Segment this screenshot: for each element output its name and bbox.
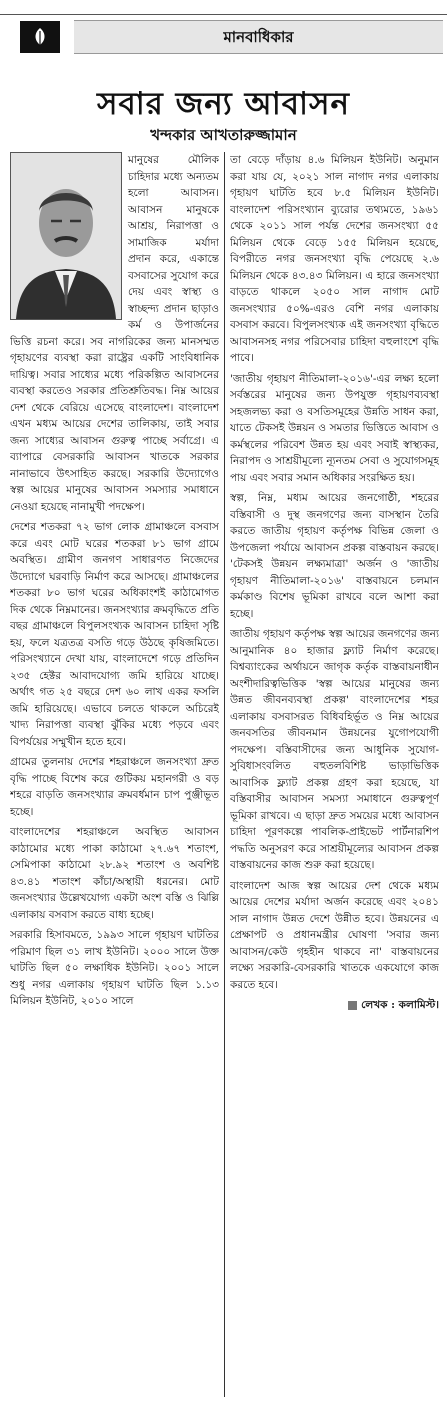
paragraph: বাংলাদেশের শহরাঞ্চলে অবস্থিত আবাসন কাঠামোর মধ্যে পাকা কাঠামো ২৭.৬৭ শতাংশ, সেমিপাকা কাঠামো ২৮.৯২ শতাংশ ও অবশিষ্ট ৪৩.৪১ শতাংশ কাঁচা/অস্থায়ী ধরনের। মোট জনসংখ্যার উল্লেখযোগ্য একটা অংশ বস্তি ও ঝিল্লি এলাকায় বসবাস করতে বাধ্য হচ্ছে। bbox=[10, 826, 219, 921]
author-byline: খন্দকার আখতারুজ্জামান bbox=[150, 126, 297, 144]
author-note bbox=[230, 997, 439, 1014]
paragraph: দেশের শতকরা ৭২ ভাগ লোক গ্রামাঞ্চলে বসবাস করে এবং মোট ঘরের শতকরা ৮১ ভাগ গ্রামে অবস্থিত। গ্রামীণ জনগণ সাধারণত নিজেদের উদ্যোগে ঘরবাড়ি নির্মাণ করে আসছে। গ্রামাঞ্চলের শতকরা ৮০ ভাগ ঘরের অধিকাংশই কাঠামোগত দিক থেকে নিম্নমানের। জনসংখ্যার ক্রমবৃদ্ধিতে প্রতি বছর গ্রামাঞ্চলে বিপুলসংখ্যক আবাসন চাহিদা সৃষ্টি হয়, ফলে যত্রতত্র বসতি গড়ে উঠছে কৃষিজমিতে। পরিসংখ্যানে দেখা যায়, বাংলাদেশে গড়ে প্রতিদিন ২৩৫ হেক্টর আবাদযোগ্য জমি হারিয়ে যাচ্ছে। অর্থাৎ গত ২৫ বছরে দেশ ৬০ লাখ একর ফসলি জমি হারিয়েছে। এভাবে চলতে থাকলে অচিরেই খাদ্য নিরাপত্তা ব্যবস্থা ঝুঁকির মধ্যে পড়বে এবং বিপর্যয়ের সম্মুখীন হতে হবে। bbox=[10, 521, 219, 748]
column-divider bbox=[224, 152, 225, 1397]
leaf-logo-icon bbox=[20, 21, 60, 53]
paragraph: জাতীয় গৃহায়ণ কর্তৃপক্ষ স্বল্প আয়ের জনগণের জন্য আনুমানিক ৪০ হাজার ফ্ল্যাট নির্মাণ করেছে। বিশ্বব্যাংকের অর্থায়নে জাগৃক কর্তৃক বাস্তবায়নাধীন অংশীদারিত্বভিত্তিক 'স্বল্প আয়ের মানুষের জন্য উন্নত জীবনব্যবস্থা প্রকল্প' বাংলাদেশের শহর এলাকায় বসবাসরত বিধিবহির্ভূত ও নিম্ন আয়ের জনবসতির জীবনমান উন্নয়নের যুগোপযোগী পদক্ষেপ। বস্তিবাসীদের জন্য আধুনিক সুযোগ-সুবিধাসংবলিত বহুতলবিশিষ্ট ভাড়াভিত্তিক আবাসিক ফ্ল্যাট প্রকল্প গ্রহণ করা হয়েছে, যা বস্তিবাসীর আবাসন সমস্যা সমাধানে গুরুত্বপূর্ণ ভূমিকা রাখবে। এ ছাড়া দ্রুত সময়ের মধ্যে আবাসন চাহিদা পূরণকল্পে পাবলিক-প্রাইভেট পার্টনারশিপ পদ্ধতি অনুসরণ করে সাশ্রয়ীমূল্যের আবাসন প্রকল্প বাস্তবায়নের কাজ শুরু করা হয়েছে। bbox=[230, 628, 439, 871]
top-cut-edge bbox=[0, 0, 447, 15]
column-right bbox=[230, 152, 439, 1397]
paragraph: তা বেড়ে দাঁড়ায় ৪.৬ মিলিয়ন ইউনিট। অনুমান করা যায় যে, ২০২১ সাল নাগাদ নগর এলাকায় গৃহায়ণ ঘাটতি হবে ৮.৫ মিলিয়ন ইউনিট। বাংলাদেশ পরিসংখ্যান ব্যুরোর তথ্যমতে, ১৯৬১ থেকে ২০১১ সাল পর্যন্ত দেশের জনসংখ্যা ৫৫ মিলিয়ন থেকে বেড়ে ১৫৫ মিলিয়ন হয়েছে, বিপরীতে নগর জনসংখ্যা বৃদ্ধি পেয়েছে ২.৬ মিলিয়ন থেকে ৪৩.৪৩ মিলিয়ন। এ হারে জনসংখ্যা বাড়তে থাকলে ২০৫০ সাল নাগাদ মোট জনসংখ্যার ৫০%-এরও বেশি নগর এলাকায় বসবাস করবে। বিপুলসংখ্যক এই জনসংখ্যা বৃদ্ধিতে আবাসনসহ নগর পরিসেবার চাহিদা বহুলাংশে বৃদ্ধি পাবে। bbox=[230, 154, 439, 364]
article-body bbox=[10, 152, 440, 1402]
article-title: সবার জন্য আবাসন bbox=[97, 86, 350, 122]
paragraph: বাংলাদেশ আজ স্বল্প আয়ের দেশ থেকে মধ্যম আয়ের দেশের মর্যাদা অর্জন করেছে এবং ২০৪১ সাল নাগাদ উন্নত দেশে উন্নীত হবে। উন্নয়নের এ প্রেক্ষাপট ও প্রধানমন্ত্রীর ঘোষণা 'সবার জন্য আবাসন/কেউ গৃহহীন থাকবে না' বাস্তবায়নের লক্ষ্যে সরকারি-বেসরকারি খাতকে একযোগে কাজ করতে হবে। bbox=[230, 879, 439, 991]
paragraph: গ্রামের তুলনায় দেশের শহরাঞ্চলে জনসংখ্যা দ্রুত বৃদ্ধি পাচ্ছে বিশেষ করে গুটিকয় মহানগরী ও বড় শহরে বাড়তি জনসংখ্যার ক্রমবর্ধমান চাপ পুঞ্জীভূত হচ্ছে। bbox=[10, 756, 219, 818]
author-note-text: লেখক : কলামিস্ট। bbox=[361, 999, 439, 1011]
section-header bbox=[4, 16, 443, 56]
paragraph: সরকারি হিসাবমতে, ১৯৯৩ সালে গৃহায়ণ ঘাটতির পরিমাণ ছিল ৩১ লাখ ইউনিট। ২০০০ সালে উক্ত ঘাটতি ছিল ৫০ লক্ষাধিক ইউনিট। ২০০১ সালে শুধু নগর এলাকায় গৃহায়ণ ঘাটতি ছিল ১.১৩ মিলিয়ন ইউনিট, ২০১০ সালে bbox=[10, 929, 219, 1007]
paragraph: 'জাতীয় গৃহায়ণ নীতিমালা-২০১৬'-এর লক্ষ্য হলো সর্বস্তরের মানুষের জন্য উপযুক্ত গৃহায়ণব্যবস্থা সহজলভ্য করা ও বসতিসমূহের উন্নতি সাধন করা, যাতে টেকসই উন্নয়ন ও সমতার ভিত্তিতে আবাস ও কর্মস্থলের পরিবেশ উন্নত হয় এবং সবাই স্বাস্থ্যকর, নিরাপদ ও সাশ্রয়ীমূল্যে ন্যূনতম সেবা ও সুযোগসমূহ পায় এবং সবার সমান অধিকার সংরক্ষিত হয়। bbox=[230, 372, 439, 484]
column-left bbox=[10, 152, 219, 1397]
author-photo bbox=[10, 152, 122, 320]
paragraph: স্বল্প, নিম্ন, মধ্যম আয়ের জনগোষ্ঠী, শহরের বস্তিবাসী ও দুস্থ জনগণের জন্য বাসস্থান তৈরি করতে জাতীয় গৃহায়ণ কর্তৃপক্ষ বিভিন্ন জেলা ও উপজেলা পর্যায়ে আবাসন প্রকল্প বাস্তবায়ন করছে। 'টেকসই উন্নয়ন লক্ষ্যমাত্রা' অর্জন ও 'জাতীয় গৃহায়ণ নীতিমালা-২০১৬' বাস্তবায়নে চলমান কর্মকাণ্ড বিশেষ ভূমিকা রাখবে বলে আশা করা হচ্ছে। bbox=[230, 492, 439, 620]
paragraph: মানুষের মৌলিক চাহিদার মধ্যে অন্যতম হলো আবাসন। আবাসন মানুষকে আশ্রয়, নিরাপত্তা ও সামাজিক মর্যাদা প্রদান করে, একান্তে বসবাসের সুযোগ করে দেয় এবং স্বাস্থ্য ও স্বাচ্ছন্দ্য প্রদান ছাড়াও কর্ম ও উপার্জনের ভিত্তি রচনা করে। সব নাগরিকের জন্য মানসম্মত গৃহায়ণের ব্যবস্থা করা রাষ্ট্রের একটি সাংবিধানিক দায়িত্ব। সবার সাধ্যের মধ্যে পরিকল্পিত আবাসনের ব্যবস্থা করতেও সরকার প্রতিশ্রুতিবদ্ধ। নিম্ন আয়ের দেশ থেকে বেরিয়ে এসেছে বাংলাদেশ। বাংলাদেশ এখন মধ্যম আয়ের দেশের তালিকায়, তাই সবার জন্য সাধ্যের আবাসন গুরুত্ব পাচ্ছে সর্বাগ্রে। এ ব্যাপারে বেসরকারি আবাসন খাতকে সরকার নানাভাবে উৎসাহিত করছে। সরকারি উদ্যোগেও স্বল্প আয়ের মানুষের আবাসন সমস্যার সমাধানে নেওয়া হয়েছে নানামুখী পদক্ষেপ। bbox=[10, 154, 219, 513]
section-title: মানবাধিকার bbox=[74, 20, 443, 54]
square-bullet-icon bbox=[348, 1001, 357, 1010]
